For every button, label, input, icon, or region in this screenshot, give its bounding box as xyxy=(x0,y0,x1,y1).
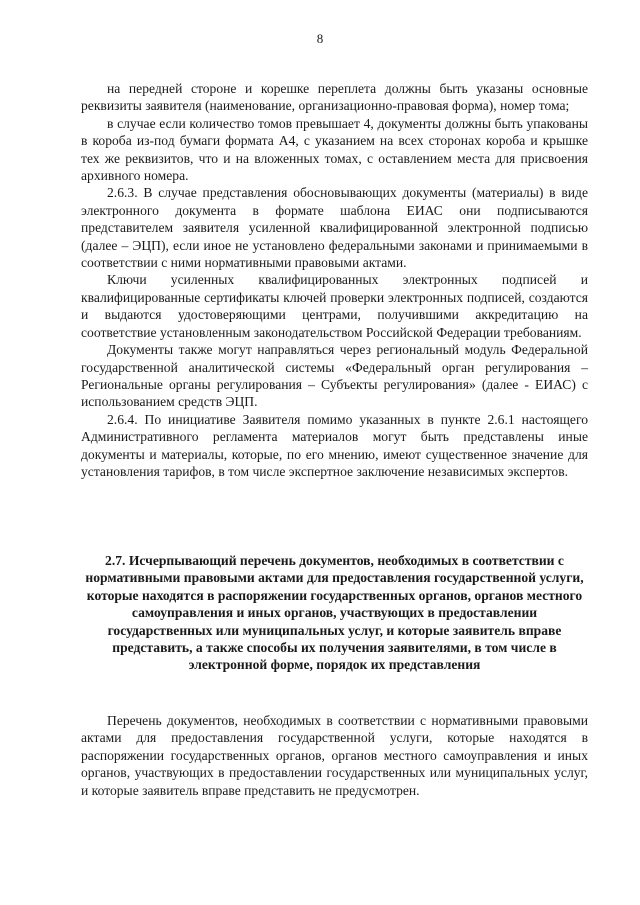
section-body xyxy=(81,712,588,799)
paragraph-document-list: Перечень документов, необходимых в соответствии с нормативными правовыми актами для предоставления государственной услуги, которые находятся в распоряжении государственных органов, органов местного самоуправления и иных органов, участвующих в предоставлении государственных или муниципальных услуг, и которые заявитель вправе представить не предусмотрен. xyxy=(81,713,588,798)
paragraph-binding-details: на передней стороне и корешке переплета должны быть указаны основные реквизиты заявителя (наименование, организационно-правовая форма), номер тома; xyxy=(81,81,588,114)
paragraph-2-6-4: 2.6.4. По инициативе Заявителя помимо указанных в пункте 2.6.1 настоящего Административного регламента материалов могут быть представлены иные документы и материалы, которые, по его мнению, имеют существенное значение для установления тарифов, в том числе экспертное заключение независимых экспертов. xyxy=(81,411,588,479)
section-heading-2-7: 2.7. Исчерпывающий перечень документов, необходимых в соответствии с нормативными правовыми актами для предоставления государственной услуги, которые находятся в распоряжении государственных органов, органов местного самоуправления и иных органов, участвующих в предоставлении государственных или муниципальных услуг, и которые заявитель вправе представить, а также способы их получения заявителями, в том числе в электронной форме, порядок их представления xyxy=(85,553,584,673)
body-text xyxy=(81,80,588,480)
paragraph-eias-module: Документы также могут направляться через региональный модуль Федеральной государственной аналитической системы «Федеральный орган регулирования – Региональные органы регулирования – Субъекты регулирования» (далее - ЕИАС) с использованием средств ЭЦП. xyxy=(81,342,588,410)
paragraph-2-6-3: 2.6.3. В случае представления обосновывающих документы (материалы) в виде электронного документа в формате шаблона ЕИАС они подписываются представителем заявителя усиленной квалифицированной электронной подписью (далее – ЭЦП), если иное не установлено федеральными законами и принимаемыми в соответствии с ними нормативными правовыми актами. xyxy=(81,185,588,271)
page-number: 8 xyxy=(316,31,324,46)
paragraph-signature-keys: Ключи усиленных квалифицированных электронных подписей и квалифицированные сертификаты ключей проверки электронных подписей, создаются и выдаются удостоверяющими центрами, получившими аккредитацию на соответствие установленным законодательством Российской Федерации требованиям. xyxy=(81,272,588,340)
paragraph-box-packaging: в случае если количество томов превышает 4, документы должны быть упакованы в короба из-под бумаги формата А4, с указанием на всех сторонах короба и крышке тех же реквизитов, что и на вложенных томах, с оставлением места для присвоения архивного номера. xyxy=(81,115,588,184)
